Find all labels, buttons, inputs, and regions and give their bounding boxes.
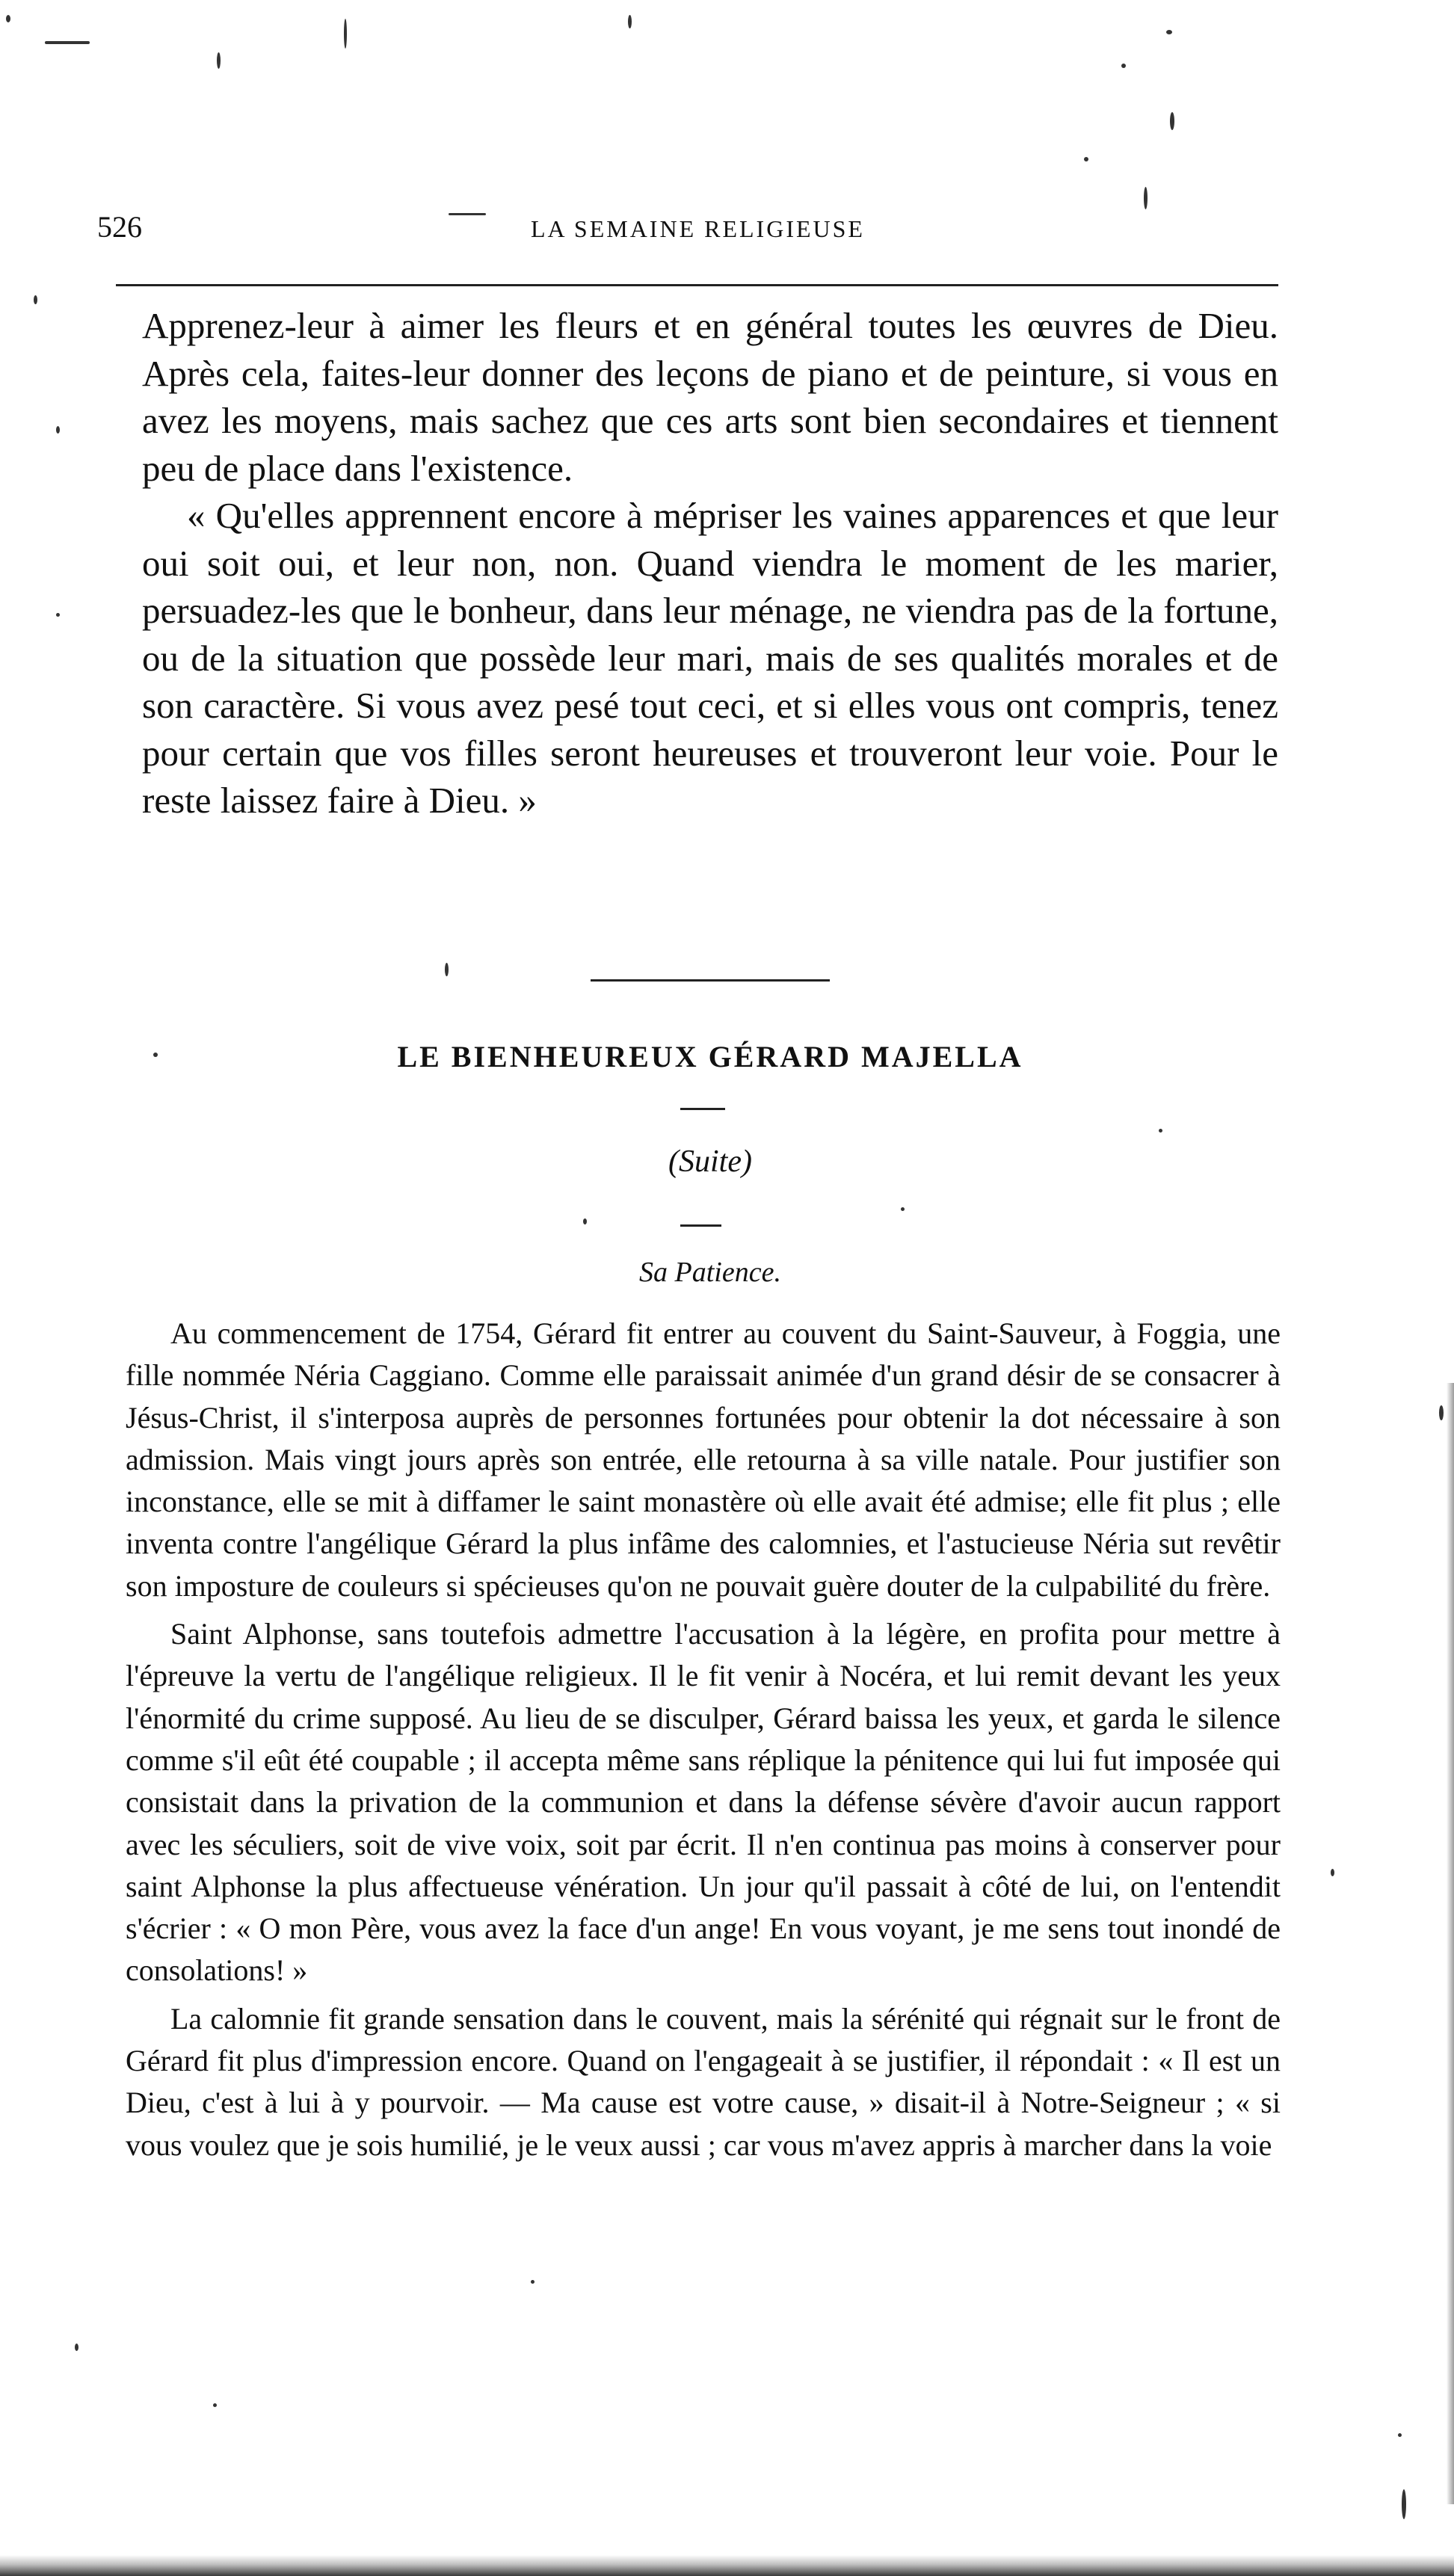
scan-speck: [34, 295, 37, 304]
article-title: LE BIENHEUREUX GÉRARD MAJELLA: [397, 1040, 1023, 1073]
title-divider: [680, 1108, 725, 1110]
scan-speck: [1402, 2489, 1406, 2519]
scan-speck: [1331, 1869, 1334, 1876]
scan-speck: [56, 613, 60, 617]
article-body: [126, 1313, 1281, 2172]
scan-speck: [1170, 112, 1174, 130]
article-subtitle: (Suite): [668, 1144, 752, 1179]
scan-edge-shadow: [0, 2555, 1454, 2576]
article-paragraph: Saint Alphonse, sans toutefois admettre l'accusation à la légère, en profita pour mettre à l'épreuve la vertu de l'angélique religieux. Il le fit venir à Nocéra, et lui remit devant les yeux l'énormité du crime supposé. Au lieu de se disculper, Gérard baissa les yeux, et garda le silence comme s'il eût été coupable ; il accepta même sans réplique la pénitence qui lui fut imposée qui consistait dans la privation de la communion et dans la défense sévère d'avoir aucun rapport avec les séculiers, soit de vive voix, soit par écrit. Il n'en continua pas moins à conserver pour saint Alphonse la plus affectueuse vénération. Un jour qu'il passait à côté de lui, on l'entendit s'écrier : « O mon Père, vous avez la face d'un ange! En vous voyant, je me sens tout inondé de consolations! »: [126, 1617, 1281, 1988]
scan-speck: [901, 1207, 905, 1211]
page-header: [97, 209, 1286, 254]
scan-speck: [45, 41, 90, 44]
scan-speck: [1121, 64, 1126, 68]
scan-speck: [628, 15, 632, 28]
scan-speck: [445, 963, 449, 976]
scan-speck: [1144, 187, 1148, 209]
scan-speck: [449, 213, 486, 215]
scan-speck: [531, 2280, 535, 2284]
scan-speck: [213, 2403, 217, 2407]
scan-speck: [153, 1053, 158, 1057]
section-divider: [591, 979, 830, 982]
article-paragraph: Au commencement de 1754, Gérard fit entrer au couvent du Saint-Sauveur, à Foggia, une fille nommée Néria Caggiano. Comme elle paraissait animée d'un grand désir de se consacrer à Jésus-Christ, il s'interposa auprès de personnes fortunées pour obtenir la dot nécessaire à son admission. Mais vingt jours après son entrée, elle retourna à sa ville natale. Pour justifier son inconstance, elle se mit à diffamer le saint monastère où elle avait été admise; elle fit plus ; elle inventa contre l'angélique Gérard la plus infâme des calomnies, et l'astucieuse Néria sut revêtir son imposture de couleurs si spécieuses qu'on ne pouvait guère douter de la culpabilité du frère.: [126, 1316, 1281, 1603]
top-section: [142, 302, 1278, 825]
body-paragraph: Apprenez-leur à aimer les fleurs et en général toutes les œuvres de Dieu. Après cela, faites-leur donner des leçons de piano et de peinture, si vous en avez les moyens, mais sachez que ces arts sont bien secondaires et tiennent peu de place dans l'existence.: [142, 305, 1278, 489]
scan-speck: [1439, 1405, 1444, 1420]
scan-speck: [1398, 2433, 1402, 2437]
scan-speck: [1159, 1129, 1162, 1133]
scan-speck: [56, 426, 60, 434]
scan-edge-shadow: [1447, 1383, 1454, 2504]
body-paragraph: « Qu'elles apprennent encore à mépriser les vaines apparences et que leur oui soit oui, et leur non, non. Quand viendra le moment de les marier, persuadez-les que le bonheur, dans leur ménage, ne viendra pas de la fortune, ou de la situation que possède leur mari, mais de ses qualités morales et de son caractère. Si vous avez pesé tout ceci, et si elles vous ont compris, tenez pour certain que vos filles seront heureuses et trouveront leur voie. Pour le reste laissez faire à Dieu. »: [142, 495, 1278, 821]
page-number: 526: [97, 210, 142, 244]
scan-speck: [344, 19, 347, 49]
scan-speck: [6, 15, 10, 22]
running-head: LA SEMAINE RELIGIEUSE: [531, 215, 865, 242]
article-paragraph: La calomnie fit grande sensation dans le couvent, mais la sérénité qui régnait sur le front de Gérard fit plus d'impression encore. Quand on l'engageait à se justifier, il répondait : « Il est un Dieu, c'est à lui à y pourvoir. — Ma cause est votre cause, » disait-il à Notre-Seigneur ; « si vous voulez que je sois humilié, je le veux aussi ; car vous m'avez appris à marcher dans la voie: [126, 2001, 1281, 2162]
subtitle-divider: [680, 1224, 721, 1227]
scan-speck: [1084, 157, 1088, 161]
section-heading: Sa Patience.: [639, 1257, 781, 1288]
header-rule: [116, 284, 1278, 286]
scan-speck: [583, 1218, 587, 1224]
scan-speck: [217, 52, 221, 69]
scan-speck: [1166, 30, 1172, 34]
scan-speck: [75, 2344, 78, 2351]
